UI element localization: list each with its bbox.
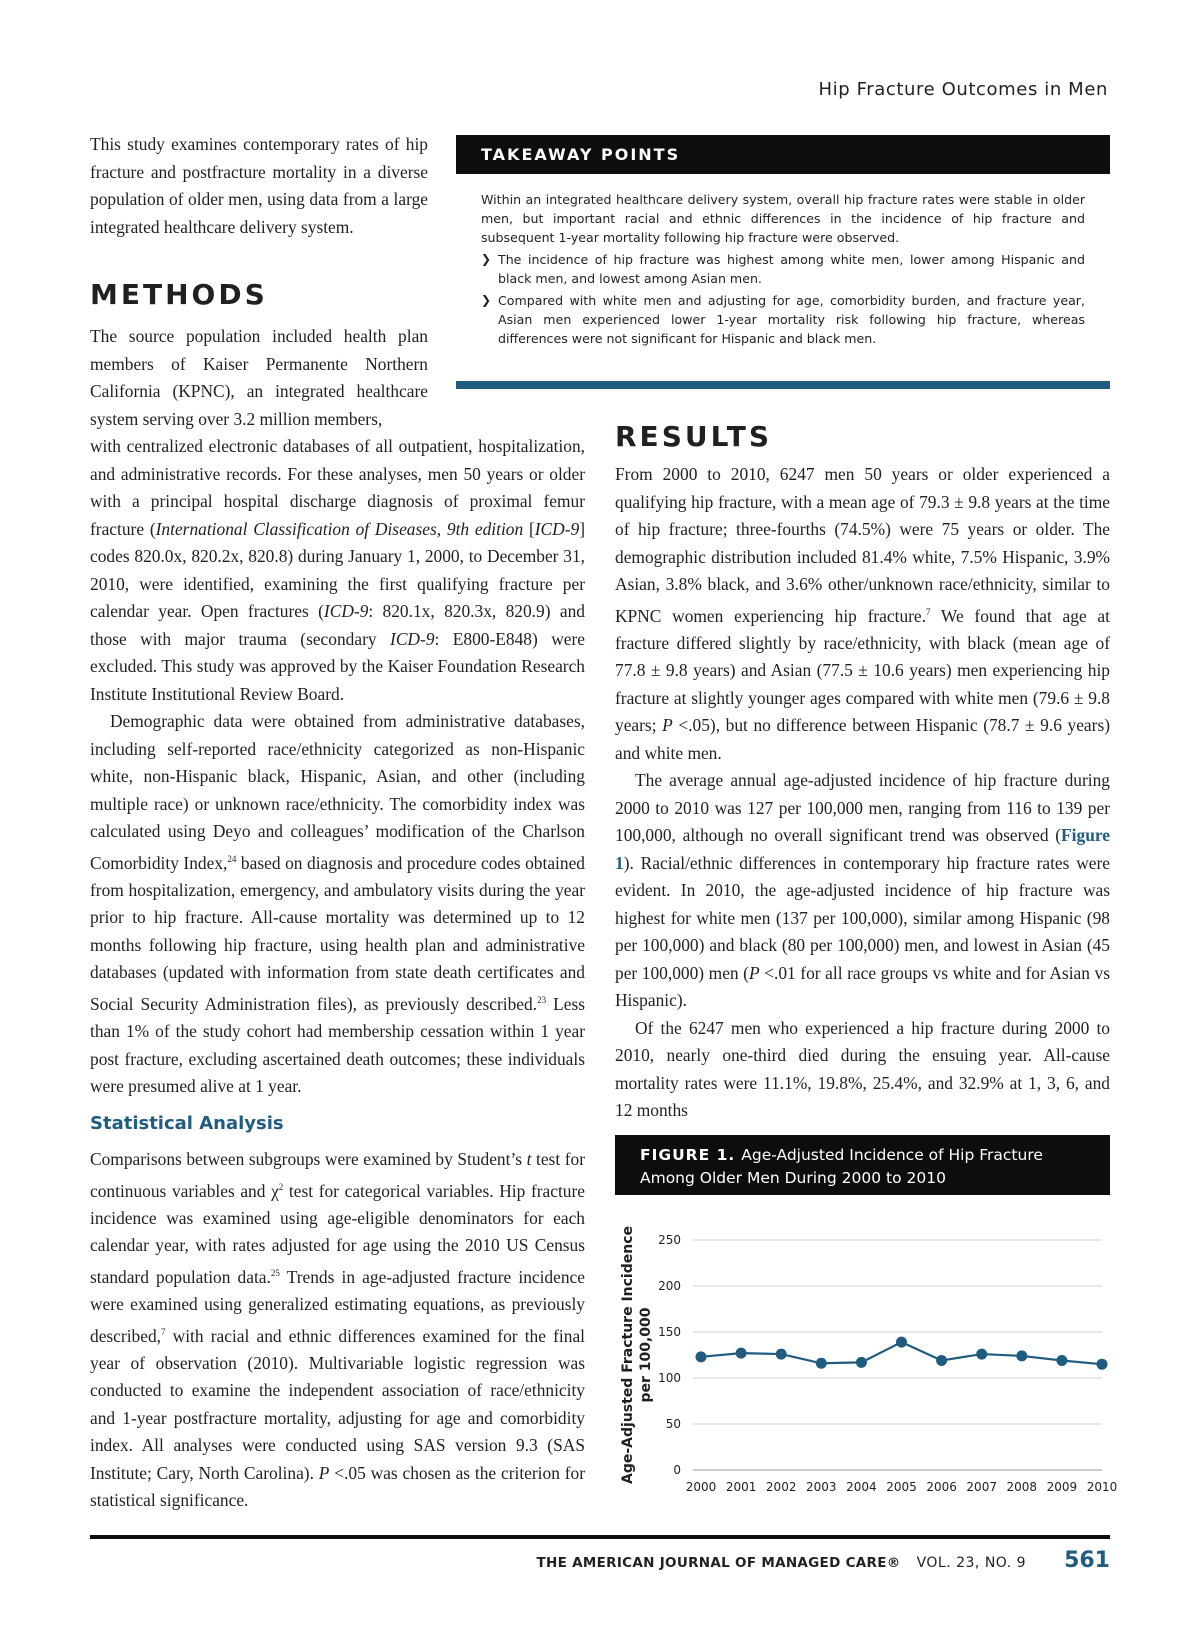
methods-heading: METHODS <box>90 278 268 311</box>
x-tick-label: 2010 <box>1086 1480 1118 1494</box>
x-tick-label: 2008 <box>1006 1480 1038 1494</box>
y-axis-label: per 100,000 <box>638 1307 654 1403</box>
y-tick-label: 100 <box>658 1371 681 1385</box>
data-point <box>936 1355 947 1366</box>
x-tick-label: 2007 <box>966 1480 997 1494</box>
footer-rule <box>90 1535 1110 1539</box>
intro-paragraph: This study examines contemporary rates of hip fracture and postfracture mortality in a diverse population of older men, using data from a large integrated healthcare delivery system. <box>90 134 428 237</box>
data-point <box>1097 1359 1108 1370</box>
takeaway-title: TAKEAWAY POINTS <box>456 135 1110 174</box>
statistical-analysis-paragraph: Comparisons between subgroups were examined by Student’s t test for continuous variables and $\chi^2$ test for categorical variables. Hip fracture incidence was examined using age-eligible denominators for each calendar year, with rates adjusted for age using the 2010 US Census standard population data.$^{25}$ Trends in age-adjusted fracture incidence were examined using generalized estimating equations, as previously described,$^7$ with racial and ethnic differences examined for the final year of observation (2010). Multivariable logistic regression was conducted to examine the independent association of race/ethnicity and 1-year postfracture mortality, adjusting for age and comorbidity index. All analyses were conducted using SAS version 9.3 (SAS Institute; Cary, North Carolina). P <.05 was chosen as the criterion for statistical significance. <box>90 1149 585 1511</box>
statistical-analysis-heading: Statistical Analysis <box>90 1113 284 1134</box>
results-paragraph-2: The average annual age-adjusted incidence of hip fracture during 2000 to 2010 was 127 per 100,000 men, ranging from 116 to 139 per 100,000, although no overall significant trend was observed (Figure 1). Racial/ethnic differences in contemporary hip fracture rates were evident. In 2010, the age-adjusted incidence of hip fracture was highest for white men (137 per 100,000), similar among Hispanic (98 per 100,000) and black (80 per 100,000) men, and lowest in Asian (45 per 100,000) men (P <.01 for all race groups vs white and for Asian vs Hispanic). <box>615 770 1110 1011</box>
methods-paragraph-1-top: The source population included health plan members of Kaiser Permanente Northern California (KPNC), an integrated healthcare system serving over 3.2 million members, <box>90 326 428 429</box>
statistical-analysis-body <box>90 1146 585 1515</box>
x-tick-label: 2009 <box>1046 1480 1078 1494</box>
data-point <box>896 1337 907 1348</box>
figure-title: Age-Adjusted Incidence of Hip Fracture Among Older Men During 2000 to 2010 <box>640 1146 1043 1187</box>
y-tick-label: 150 <box>658 1325 681 1339</box>
data-point <box>856 1357 867 1368</box>
figure-number: FIGURE 1. <box>640 1146 736 1164</box>
data-point <box>1016 1350 1027 1361</box>
x-tick-label: 2002 <box>765 1480 797 1494</box>
results-paragraph-1: From 2000 to 2010, 6247 men 50 years or older experienced a qualifying hip fracture, with a mean age of 79.3 ± 9.8 years at the time of hip fracture; three-fourths (74.5%) were 75 years or older. The demographic distribution included 81.4% white, 7.5% Hispanic, 3.9% Asian, 3.8% black, and 3.6% other/unknown race/ethnicity, similar to KPNC women experiencing hip fracture.$^7$ We found that age at fracture differed slightly by race/ethnicity, with black (mean age of 77.8 ± 9.8 years) and Asian (77.5 ± 10.6 years) men experiencing hip fracture at slightly younger ages compared with white men (79.6 ± 9.8 years; P <.05), but no difference between Hispanic (78.7 ± 9.6 years) and white men. <box>615 464 1111 763</box>
figure-1-link[interactable]: Figure 1 <box>615 825 1110 873</box>
data-point <box>976 1349 987 1360</box>
figure-caption <box>615 1135 1110 1195</box>
running-head: Hip Fracture Outcomes in Men <box>818 79 1108 100</box>
x-tick-label: 2004 <box>846 1480 877 1494</box>
x-tick-label: 2005 <box>886 1480 917 1494</box>
citation-7: 7 <box>160 1326 166 1337</box>
y-tick-label: 50 <box>665 1417 681 1431</box>
takeaway-box <box>456 135 1110 351</box>
citation-24: 24 <box>227 853 237 864</box>
data-point <box>816 1358 827 1369</box>
x-tick-label: 2003 <box>806 1480 837 1494</box>
data-point <box>776 1349 787 1360</box>
figure-1 <box>615 1135 1118 1505</box>
methods-body <box>90 433 585 1101</box>
citation-25: 25 <box>270 1267 280 1278</box>
x-tick-label: 2000 <box>685 1480 717 1494</box>
y-tick-label: 0 <box>673 1463 681 1477</box>
citation-7: 7 <box>926 606 931 617</box>
journal-name: THE AMERICAN JOURNAL OF MANAGED CARE® <box>536 1555 901 1571</box>
x-tick-label: 2001 <box>725 1480 757 1494</box>
y-tick-label: 200 <box>658 1279 681 1293</box>
citation-23: 23 <box>537 994 547 1005</box>
page-footer <box>537 1548 1110 1573</box>
volume-issue: VOL. 23, NO. 9 <box>916 1555 1027 1571</box>
chevron-right-icon: ❯ <box>481 293 492 307</box>
hip-fracture-line-chart <box>615 1195 1118 1505</box>
page-number: 561 <box>1064 1548 1110 1573</box>
results-heading: RESULTS <box>615 420 773 453</box>
takeaway-bullet: ❯ The incidence of hip fracture was highest among white men, lower among Hispanic and black men, and lowest among Asian men. <box>481 252 1085 286</box>
takeaway-rule <box>456 381 1110 389</box>
takeaway-lead: Within an integrated healthcare delivery system, overall hip fracture rates were stable in older men, but important racial and ethnic differences in the incidence of hip fracture and subsequent 1-year mortality following hip fracture were observed. <box>481 192 1085 245</box>
data-point <box>1056 1355 1067 1366</box>
x-tick-label: 2006 <box>926 1480 957 1494</box>
y-axis-label: Age-Adjusted Fracture Incidence <box>620 1225 636 1485</box>
data-point <box>736 1348 747 1359</box>
results-paragraph-3: Of the 6247 men who experienced a hip fracture during 2000 to 2010, nearly one-third died during the ensuing year. All-cause mortality rates were 11.1%, 19.8%, 25.4%, and 32.9% at 1, 3, 6, and 12 months <box>615 1017 1110 1121</box>
y-tick-label: 250 <box>658 1233 681 1247</box>
results-body <box>615 461 1110 1125</box>
methods-paragraph-2: Demographic data were obtained from administrative databases, including self-reported race/ethnicity categorized as non-Hispanic white, non-Hispanic black, Hispanic, Asian, and other (including multiple race) or unknown race/ethnicity. The comorbidity index was calculated using Deyo and colleagues’ modification of the Charlson Comorbidity Index,$^{24}$ based on diagnosis and procedure codes obtained from hospitalization, emergency, and ambulatory visits during the year prior to hip fracture. All-cause mortality was determined up to 12 months following hip fracture, using health plan and administrative databases (updated with information from state death certificates and Social Security Administration files), as previously described.$^{23}$ Less than 1% of the study cohort had membership cessation within 1 year post fracture, excluding ascertained death outcomes; these individuals were presumed alive at 1 year. <box>90 711 585 1097</box>
takeaway-bullet: ❯ Compared with white men and adjusting for age, comorbidity burden, and fracture year, Asian men experienced lower 1-year mortality risk following hip fracture, whereas differences were not significant for Hispanic and black men. <box>481 293 1085 346</box>
methods-paragraph-1: with centralized electronic databases of all outpatient, hospitalization, and administrative records. For these analyses, men 50 years or older with a principal hospital discharge diagnosis of proximal femur fracture (International Classification of Diseases, 9th edition [ICD-9] codes 820.0x, 820.2x, 820.8) during January 1, 2000, to December 31, 2010, were identified, examining the first qualifying fracture per calendar year. Open fractures (ICD-9: 820.1x, 820.3x, 820.9) and those with major trauma (secondary ICD-9: E800-E848) were excluded. This study was approved by the Kaiser Foundation Research Institute Institutional Review Board. <box>90 436 585 704</box>
data-point <box>696 1351 707 1362</box>
chevron-right-icon: ❯ <box>481 252 492 266</box>
